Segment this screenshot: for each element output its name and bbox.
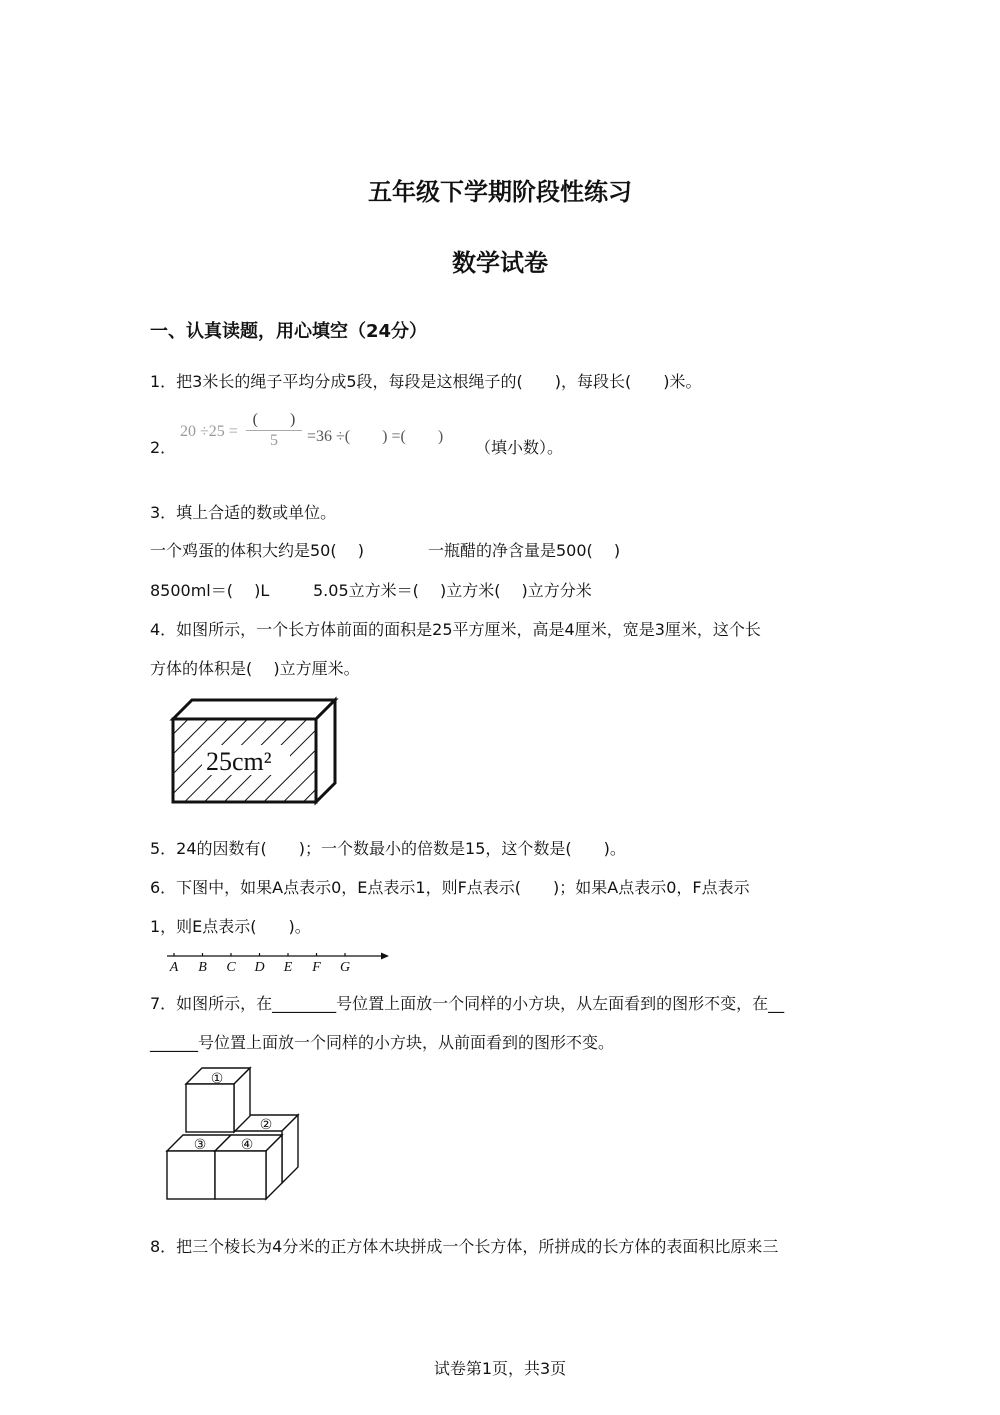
question-2-note: （填小数）。: [475, 438, 564, 457]
question-2-expr-right: =36 ÷( ) =( ): [307, 428, 444, 445]
fraction-denominator: 5: [270, 432, 278, 449]
question-3-item-2: 一瓶醋的净含量是500( ): [428, 541, 621, 560]
question-7-line-2: ______号位置上面放一个同样的小方块，从前面看到的图形不变。: [150, 1033, 615, 1052]
cube-label-4: ④: [240, 1137, 254, 1153]
question-4-line-2: 方体的体积是( )立方厘米。: [150, 659, 360, 678]
question-6-line-2: 1，则E点表示( )。: [150, 917, 311, 936]
question-3-item-1: 一个鸡蛋的体积大约是50( ): [150, 541, 364, 560]
number-line-point-label: D: [254, 960, 265, 975]
question-2-expr-left: 20 ÷25 =: [180, 423, 238, 440]
question-8: 8．把三个棱长为4分米的正方体木块拼成一个长方体，所拼成的长方体的表面积比原来三: [150, 1237, 779, 1256]
cuboid-area-label: 25cm²: [206, 747, 272, 776]
page-title: 五年级下学期阶段性练习: [368, 178, 632, 206]
cuboid-figure: [170, 697, 340, 807]
question-2-number: 2．: [150, 438, 177, 457]
cube-label-3: ③: [193, 1137, 207, 1153]
question-7-line-1: 7．如图所示，在________号位置上面放一个同样的小方块，从左面看到的图形不变，在__: [150, 994, 785, 1013]
cube-label-1: ①: [210, 1071, 224, 1087]
number-line-point-label: G: [339, 960, 351, 975]
number-line-point-label: B: [198, 960, 207, 975]
question-1: 1．把3米长的绳子平均分成5段，每段是这根绳子的( )，每段长( )米。: [150, 372, 702, 391]
cube-stack-figure: [160, 1063, 310, 1208]
question-3-item-3: 8500ml＝( )L: [150, 581, 270, 600]
fraction-bar: [246, 430, 302, 431]
question-2-fraction: [246, 406, 302, 450]
fraction-numerator: ( ): [252, 411, 296, 428]
question-3-stem: 3．填上合适的数或单位。: [150, 503, 337, 522]
section-heading: 一、认真读题，用心填空（24分）: [150, 321, 428, 342]
page-footer: 试卷第1页，共3页: [433, 1359, 567, 1378]
number-line: [165, 947, 395, 975]
cube-label-2: ②: [259, 1117, 273, 1133]
question-6-line-1: 6．下图中，如果A点表示0，E点表示1，则F点表示( )；如果A点表示0，F点表示: [150, 878, 750, 897]
question-3-item-4: 5.05立方米＝( )立方米( )立方分米: [313, 581, 592, 600]
number-line-point-label: E: [283, 960, 293, 975]
number-line-point-label: F: [312, 960, 321, 975]
page-subtitle: 数学试卷: [452, 249, 548, 277]
number-line-point-label: C: [226, 960, 236, 975]
question-5: 5．24的因数有( )；一个数最小的倍数是15，这个数是( )。: [150, 839, 626, 858]
question-4-line-1: 4．如图所示，一个长方体前面的面积是25平方厘米，高是4厘米，宽是3厘米，这个长: [150, 620, 761, 639]
number-line-point-label: A: [169, 960, 179, 975]
